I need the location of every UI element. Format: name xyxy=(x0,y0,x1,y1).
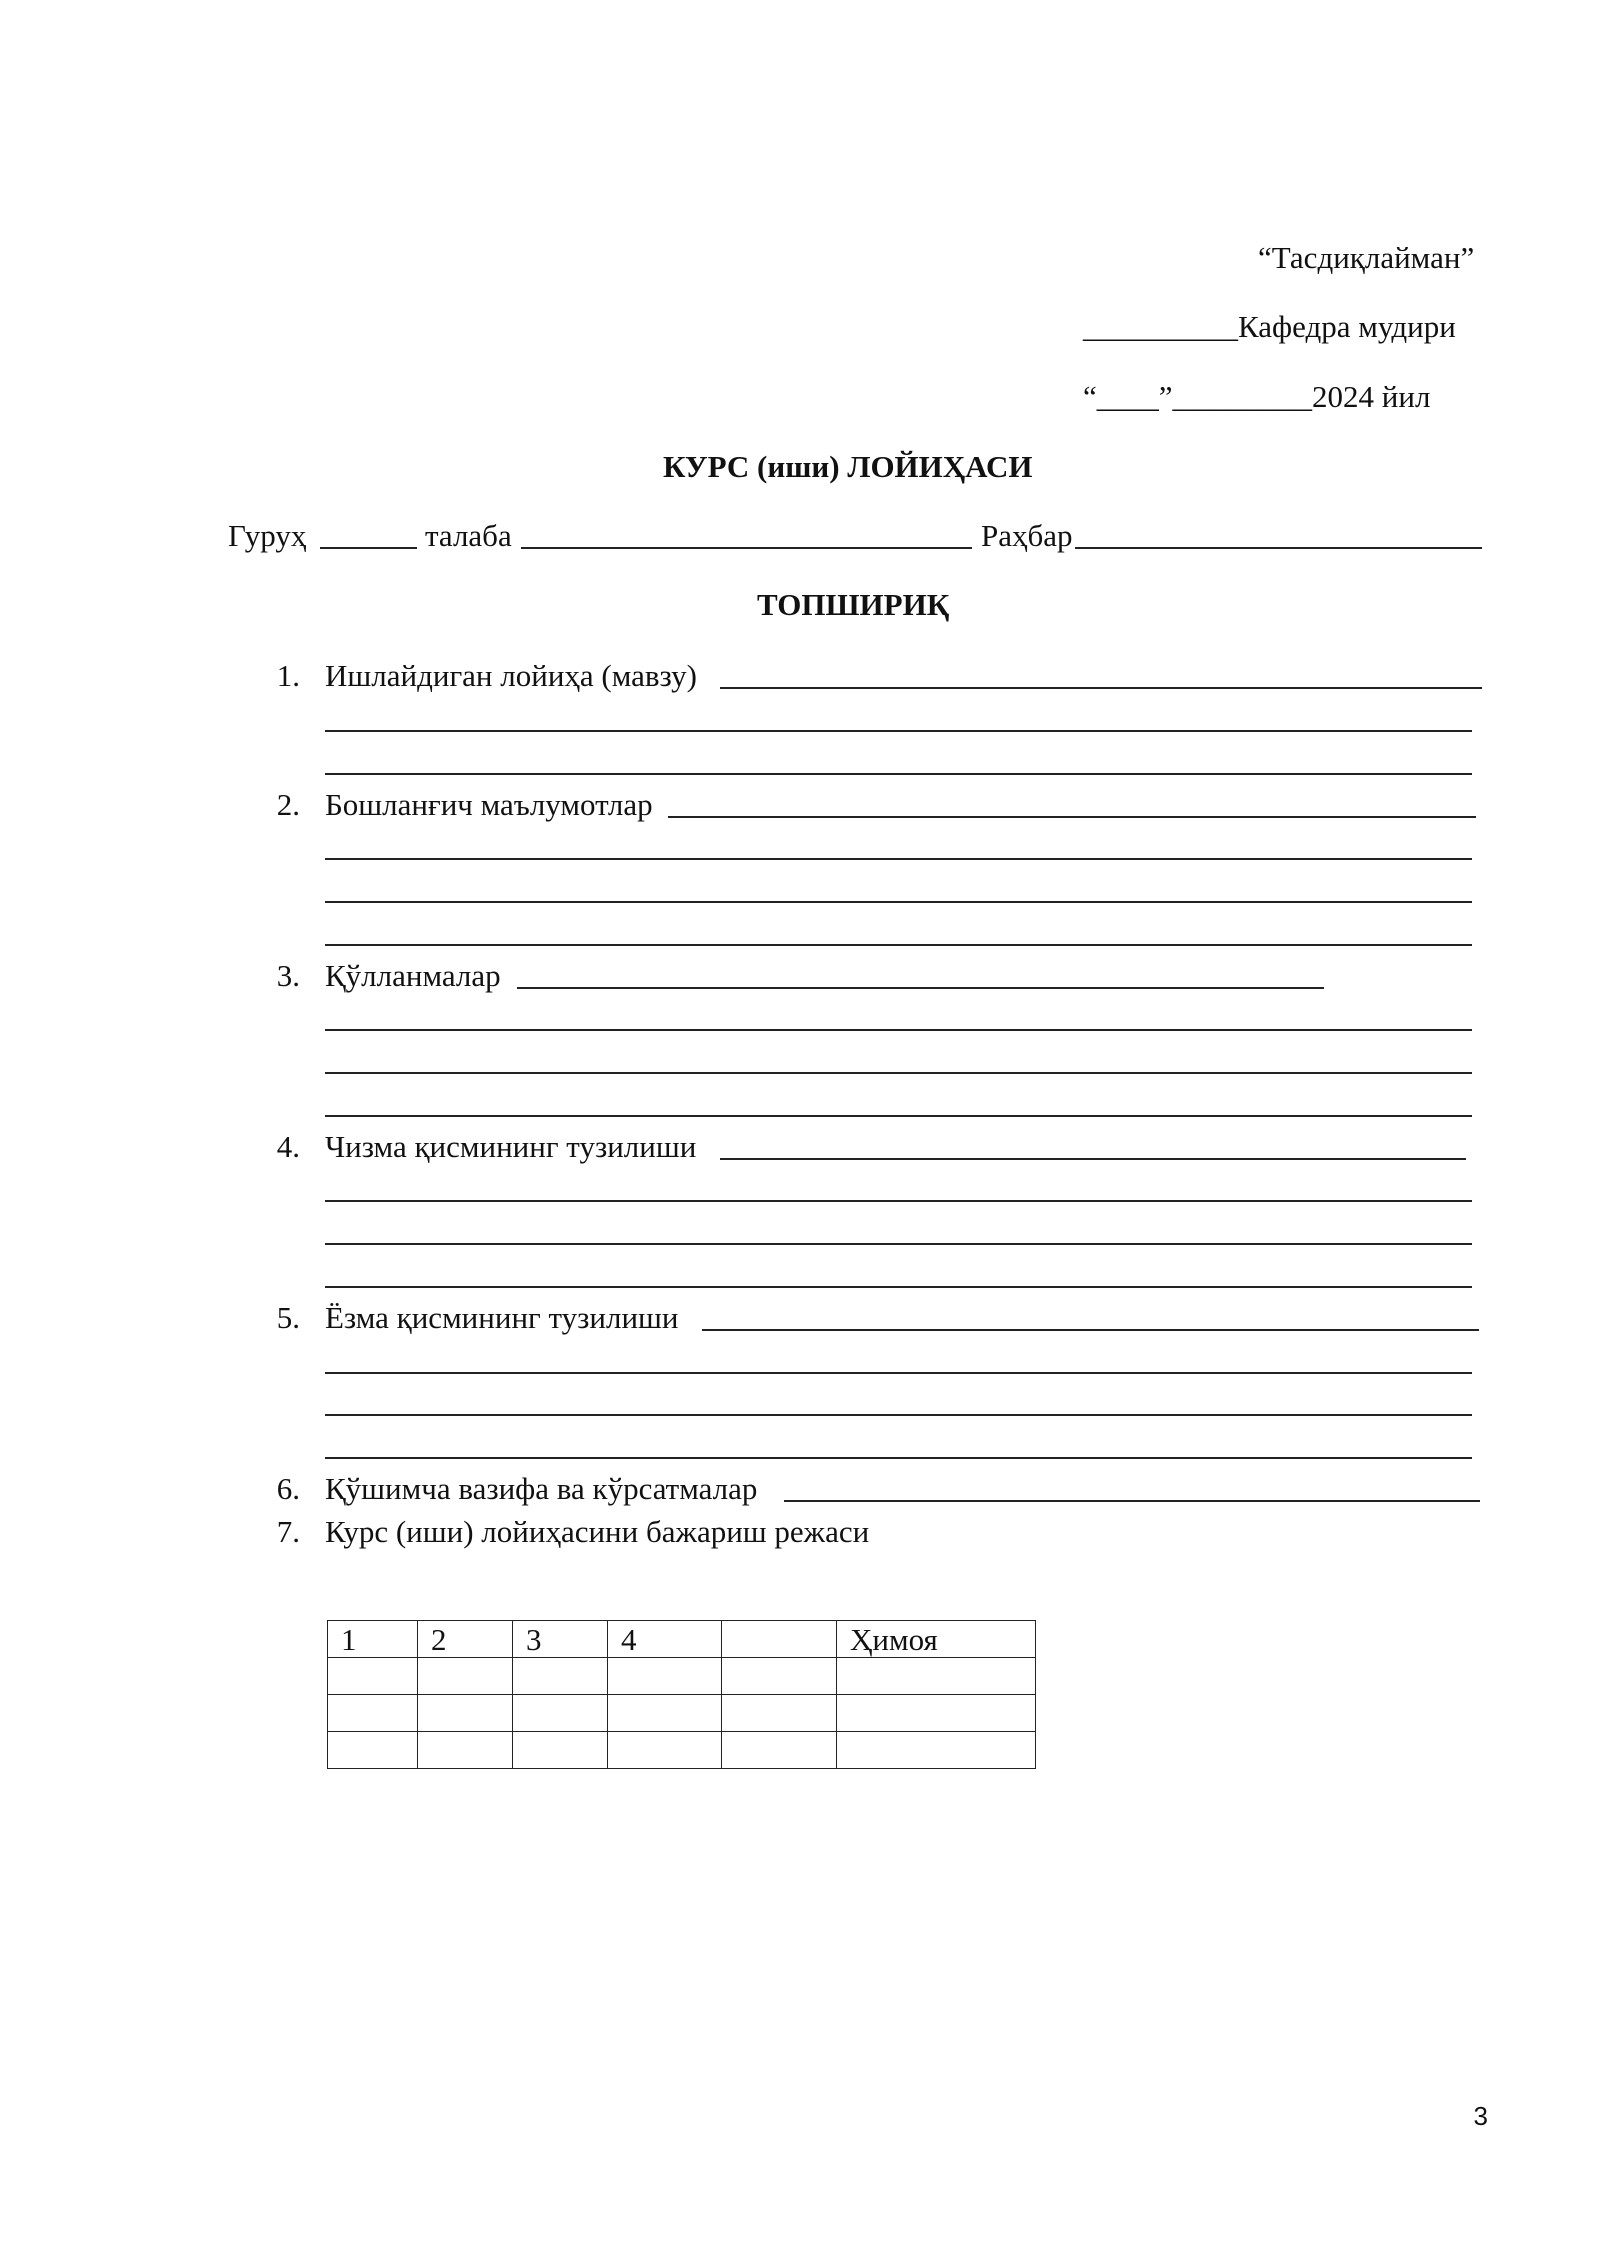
section-number: 1. xyxy=(276,658,300,693)
section-answer-line xyxy=(720,1158,1466,1160)
section-answer-line xyxy=(325,1115,1472,1117)
approval-date-line: “____”_________2024 йил xyxy=(1083,379,1431,414)
page-number: 3 xyxy=(1473,2101,1488,2131)
student-field-line xyxy=(521,547,972,549)
section-label: Ёзма қисмининг тузилиши xyxy=(325,1300,679,1335)
table-cell xyxy=(418,1695,513,1732)
table-cell xyxy=(722,1695,837,1732)
group-field-line xyxy=(320,547,417,549)
section-answer-line xyxy=(325,1457,1472,1459)
table-cell xyxy=(328,1658,418,1695)
table-cell xyxy=(608,1732,722,1769)
table-cell xyxy=(608,1695,722,1732)
section-answer-line xyxy=(325,944,1472,946)
section-label: Чизма қисмининг тузилиши xyxy=(325,1129,697,1164)
section-answer-line xyxy=(325,1072,1472,1074)
task-heading: ТОПШИРИҚ xyxy=(757,587,950,622)
table-header-cell: 2 xyxy=(418,1621,513,1658)
table-header-row xyxy=(328,1621,1036,1658)
table-cell xyxy=(608,1658,722,1695)
section-label: Қўлланмалар xyxy=(325,958,501,993)
section-answer-line xyxy=(325,1029,1472,1031)
section-answer-line xyxy=(325,1200,1472,1202)
section-number: 3. xyxy=(276,958,300,993)
table-cell xyxy=(418,1732,513,1769)
section-answer-line xyxy=(325,858,1472,860)
section-answer-line xyxy=(325,901,1472,903)
section-number: 2. xyxy=(276,787,300,822)
section-number: 5. xyxy=(276,1300,300,1335)
section-answer-line xyxy=(325,730,1472,732)
table-row xyxy=(328,1695,1036,1732)
section-answer-line xyxy=(517,987,1324,989)
execution-plan-table xyxy=(327,1620,1036,1769)
section-label: Ишлайдиган лойиҳа (мавзу) xyxy=(325,658,697,693)
section-answer-line xyxy=(325,773,1472,775)
table-header-cell xyxy=(722,1621,837,1658)
supervisor-label: Раҳбар xyxy=(981,518,1073,553)
table-header-cell: Ҳимоя xyxy=(837,1621,1036,1658)
table-row xyxy=(328,1732,1036,1769)
section-answer-line xyxy=(720,687,1482,689)
table-cell xyxy=(418,1658,513,1695)
approval-text: “Тасдиқлайман” xyxy=(1258,240,1475,275)
table-cell xyxy=(837,1658,1036,1695)
table-cell xyxy=(837,1732,1036,1769)
table-cell xyxy=(513,1732,608,1769)
table-cell xyxy=(513,1695,608,1732)
table-cell xyxy=(722,1658,837,1695)
table-header-cell: 3 xyxy=(513,1621,608,1658)
table-row xyxy=(328,1658,1036,1695)
section-label: Курс (иши) лойиҳасини бажариш режаси xyxy=(325,1514,870,1549)
table-cell xyxy=(837,1695,1036,1732)
course-project-title: КУРС (иши) ЛОЙИҲАСИ xyxy=(663,449,1033,484)
section-answer-line xyxy=(784,1500,1480,1502)
student-label: талаба xyxy=(425,518,512,553)
section-answer-line xyxy=(325,1243,1472,1245)
table-header-cell: 4 xyxy=(608,1621,722,1658)
section-number: 4. xyxy=(276,1129,300,1164)
section-number: 7. xyxy=(276,1514,300,1549)
department-head-line: __________Кафедра мудири xyxy=(1083,309,1456,344)
section-answer-line xyxy=(702,1329,1479,1331)
section-answer-line xyxy=(325,1372,1472,1374)
table-cell xyxy=(513,1658,608,1695)
supervisor-field-line xyxy=(1075,547,1482,549)
section-label: Қўшимча вазифа ва кўрсатмалар xyxy=(325,1471,758,1506)
table-cell xyxy=(722,1732,837,1769)
table-header-cell: 1 xyxy=(328,1621,418,1658)
table-cell xyxy=(328,1695,418,1732)
table-cell xyxy=(328,1732,418,1769)
section-answer-line xyxy=(325,1414,1472,1416)
group-label: Гуруҳ xyxy=(228,518,307,553)
section-label: Бошланғич маълумотлар xyxy=(325,787,653,822)
section-number: 6. xyxy=(276,1471,300,1506)
section-answer-line xyxy=(668,816,1476,818)
section-answer-line xyxy=(325,1286,1472,1288)
